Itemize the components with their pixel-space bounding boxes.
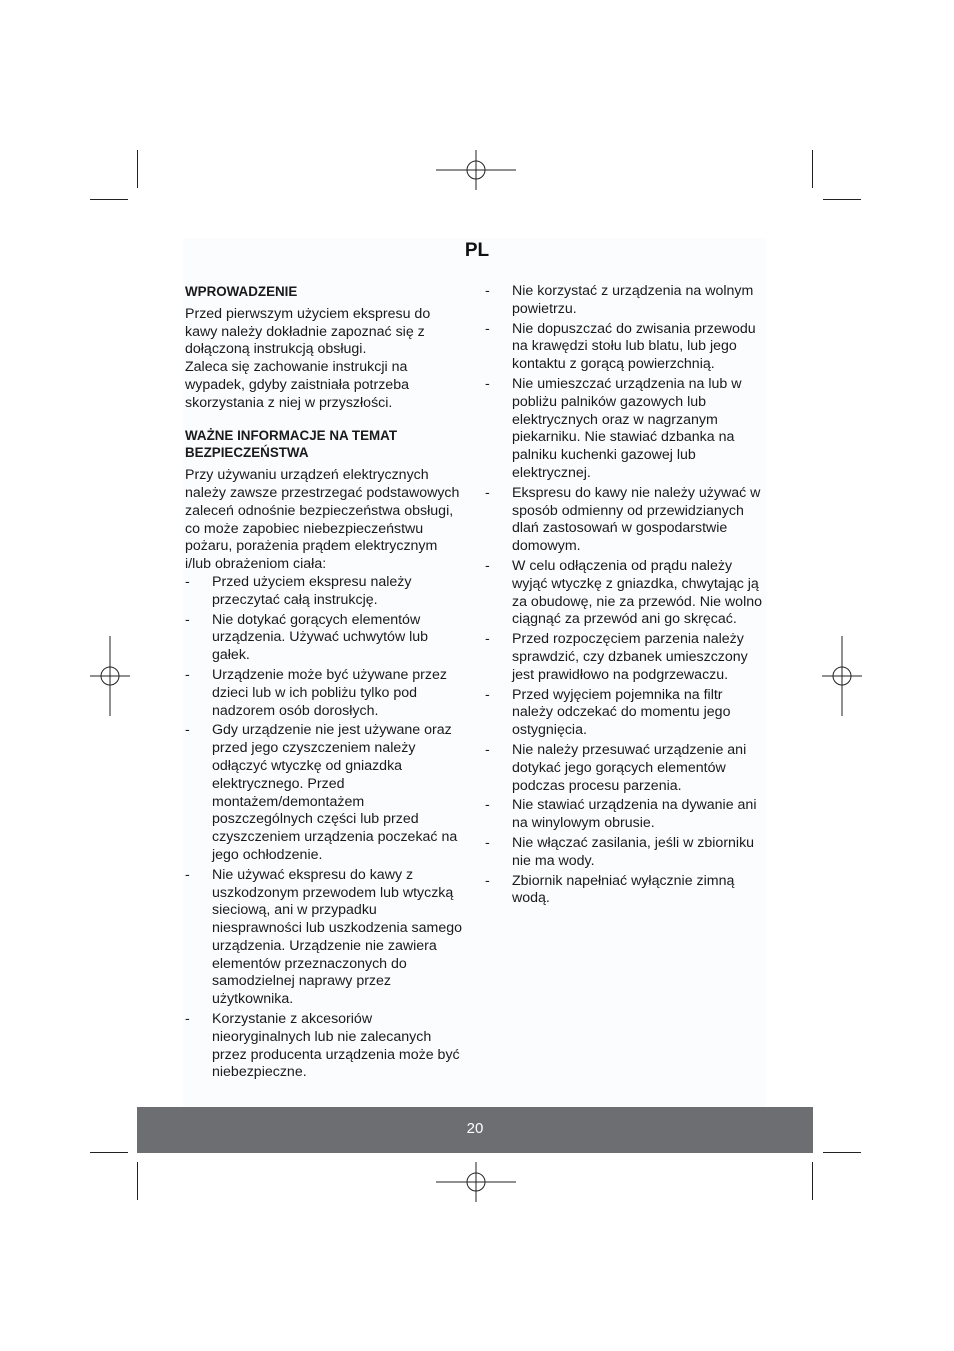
- text-line: przez producenta urządzenia może być: [212, 1046, 460, 1063]
- text-line: skorzystania z niej w przyszłości.: [185, 394, 393, 411]
- text-line: Urządzenie może być używane przez: [212, 666, 447, 683]
- list-item: [485, 687, 770, 740]
- text-line: Przed wyjęciem pojemnika na filtr: [512, 686, 723, 703]
- list-item: [485, 835, 770, 871]
- text-line: pożaru, porażenia prądem elektrycznym: [185, 538, 438, 555]
- text-line: ciągnąć za przewód ani go skręcać.: [512, 611, 737, 628]
- text-line: piekarniku. Nie stawiać dzbanka na: [512, 429, 735, 446]
- list-item: [485, 742, 770, 795]
- text-line: WAŻNE INFORMACJE NA TEMAT: [185, 427, 398, 443]
- text-line: czyszczeniem urządzenia poczekać na: [212, 829, 458, 846]
- list-item: [485, 485, 770, 556]
- text-line: Nie dotykać gorących elementów: [212, 611, 421, 628]
- text-line: należy zawsze przestrzegać podstawowych: [185, 484, 460, 501]
- bullet-dash: -: [185, 1011, 190, 1028]
- text-line: odłączyć wtyczkę od gniazdka: [212, 757, 403, 774]
- bullet-dash: -: [485, 797, 490, 814]
- bullet-dash: -: [185, 866, 190, 883]
- crop-mark: [90, 199, 128, 200]
- bullet-dash: -: [485, 686, 490, 703]
- bullet-dash: -: [485, 631, 490, 648]
- language-label: PL: [464, 240, 490, 261]
- text-line: wyjąć wtyczkę z gniazdka, chwytając ją: [512, 575, 759, 592]
- text-line: palniku kuchenki gazowej lub: [512, 447, 696, 464]
- safety-intro-paragraph: [185, 467, 470, 574]
- page-number: 20: [466, 1120, 484, 1137]
- text-line: wypadek, gdyby zaistniała potrzeba: [185, 376, 409, 393]
- text-line: nadzorem osób dorosłych.: [212, 702, 379, 719]
- text-line: elektrycznej.: [512, 464, 591, 481]
- text-line: sprawdzić, czy dzbanek umieszczony: [512, 648, 748, 665]
- text-line: użytkownika.: [212, 991, 294, 1008]
- list-item: [185, 867, 470, 1009]
- text-line: zaleceń odnośnie bezpieczeństwa obsługi,: [185, 502, 454, 519]
- text-line: przed jego czyszczeniem należy: [212, 740, 416, 757]
- text-line: jest prawidłowo na podgrzewaczu.: [512, 666, 729, 683]
- list-item: [485, 321, 770, 374]
- list-item: [485, 283, 770, 319]
- bullet-dash: -: [485, 320, 490, 337]
- section-heading-introduction: WPROWADZENIE: [185, 284, 298, 299]
- text-line: ostygnięcia.: [512, 722, 587, 739]
- text-line: przeczytać całą instrukcję.: [212, 591, 378, 608]
- bullet-dash: -: [185, 611, 190, 628]
- text-line: i/lub obrażeniom ciała:: [185, 556, 327, 573]
- text-line: Ekspresu do kawy nie należy używać w: [512, 484, 761, 501]
- text-line: nie ma wody.: [512, 852, 595, 869]
- text-line: elementów przeznaczonych do: [212, 955, 407, 972]
- text-line: na winylowym obrusie.: [512, 815, 655, 832]
- registration-mark-icon: [436, 150, 516, 190]
- text-line: Nie używać ekspresu do kawy z: [212, 866, 414, 883]
- crop-mark: [823, 199, 861, 200]
- text-line: Przed pierwszym użyciem ekspresu do: [185, 305, 431, 322]
- text-line: Nie umieszczać urządzenia na lub w: [512, 375, 742, 392]
- text-line: Gdy urządzenie nie jest używane oraz: [212, 722, 452, 739]
- bullet-dash: -: [185, 666, 190, 683]
- list-item: [485, 376, 770, 483]
- text-line: elektrycznego. Przed: [212, 775, 345, 792]
- safety-list-left: [185, 574, 470, 1082]
- crop-mark: [137, 150, 138, 188]
- safety-list-right: [485, 283, 770, 908]
- text-line: Zaleca się zachowanie instrukcji na: [185, 359, 408, 376]
- text-line: Nie stawiać urządzenia na dywanie ani: [512, 797, 757, 814]
- text-line: samodzielnej naprawy przez: [212, 973, 392, 990]
- text-line: Przy używaniu urządzeń elektrycznych: [185, 467, 429, 484]
- section-heading-safety: [185, 427, 470, 463]
- text-line: niesprawności lub uszkodzenia samego: [212, 920, 462, 937]
- text-line: sieciową, ani w przypadku: [212, 902, 377, 919]
- list-item: [185, 612, 470, 665]
- list-item: [485, 631, 770, 684]
- text-line: Nie należy przesuwać urządzenie ani: [512, 741, 747, 758]
- bullet-dash: -: [485, 375, 490, 392]
- text-line: kontaktu z gorącą powierzchnią.: [512, 356, 715, 373]
- text-line: montażem/demontażem: [212, 793, 365, 810]
- list-item: [185, 722, 470, 864]
- text-line: dołączoną instrukcją obsługi.: [185, 341, 367, 358]
- text-line: dotykać jego gorących elementów: [512, 759, 726, 776]
- bullet-dash: -: [485, 834, 490, 851]
- text-line: sposób odmienny od przewidzianych: [512, 502, 744, 519]
- crop-mark: [812, 150, 813, 188]
- list-item: [485, 558, 770, 629]
- text-line: na krawędzi stołu lub blatu, lub jego: [512, 338, 737, 355]
- text-line: domowym.: [512, 538, 581, 555]
- text-line: powietrzu.: [512, 300, 577, 317]
- text-line: Nie dopuszczać do zwisania przewodu: [512, 320, 756, 337]
- registration-mark-icon: [436, 1162, 516, 1202]
- text-line: Korzystanie z akcesoriów: [212, 1011, 373, 1028]
- text-line: poszczególnych części lub przed: [212, 811, 419, 828]
- bullet-dash: -: [185, 573, 190, 590]
- crop-mark: [812, 1162, 813, 1200]
- text-line: W celu odłączenia od prądu należy: [512, 557, 733, 574]
- crop-mark: [90, 1152, 128, 1153]
- text-line: urządzenia. Urządzenie nie zawiera: [212, 937, 437, 954]
- bullet-dash: -: [485, 484, 490, 501]
- list-item: [185, 667, 470, 720]
- text-line: BEZPIECZEŃSTWA: [185, 445, 309, 461]
- left-column: [185, 283, 470, 1084]
- text-line: podczas procesu parzenia.: [512, 777, 682, 794]
- bullet-dash: -: [185, 722, 190, 739]
- text-line: nieoryginalnych lub nie zalecanych: [212, 1028, 432, 1045]
- list-item: [485, 873, 770, 909]
- text-line: urządzenia. Używać uchwytów lub: [212, 629, 429, 646]
- text-line: dlań zastosowań w gospodarstwie: [512, 520, 728, 537]
- bullet-dash: -: [485, 741, 490, 758]
- text-line: elektrycznych oraz w nagrzanym: [512, 411, 718, 428]
- text-line: należy odczekać do momentu jego: [512, 704, 731, 721]
- text-line: Nie włączać zasilania, jeśli w zbiorniku: [512, 834, 755, 851]
- list-item: [485, 797, 770, 833]
- text-line: dzieci lub w ich pobliżu tylko pod: [212, 684, 418, 701]
- registration-mark-icon: [90, 636, 130, 716]
- registration-mark-icon: [822, 636, 862, 716]
- text-line: wodą.: [512, 890, 550, 907]
- bullet-dash: -: [485, 283, 490, 299]
- text-line: niebezpieczne.: [212, 1064, 307, 1081]
- text-line: Przed użyciem ekspresu należy: [212, 573, 412, 590]
- text-line: gałek.: [212, 647, 250, 664]
- crop-mark: [823, 1152, 861, 1153]
- footer-bar: [137, 1107, 813, 1153]
- text-line: jego ochłodzenie.: [212, 846, 323, 863]
- bullet-dash: -: [485, 872, 490, 889]
- text-line: kawy należy dokładnie zapoznać się z: [185, 323, 425, 340]
- text-line: Zbiornik napełniać wyłącznie zimną: [512, 872, 735, 889]
- text-line: uszkodzonym przewodem lub wtyczką: [212, 884, 454, 901]
- right-column: [485, 283, 770, 910]
- text-line: Nie korzystać z urządzenia na wolnym: [512, 283, 754, 299]
- bullet-dash: -: [485, 557, 490, 574]
- crop-mark: [137, 1162, 138, 1200]
- list-item: [185, 574, 470, 610]
- text-line: pobliżu palników gazowych lub: [512, 393, 707, 410]
- text-line: za obudowę, nie za przewód. Nie wolno: [512, 593, 763, 610]
- text-line: Przed rozpoczęciem parzenia należy: [512, 631, 744, 648]
- intro-paragraph: [185, 306, 470, 413]
- list-item: [185, 1011, 470, 1082]
- text-line: co może zapobiec niebezpieczeństwu: [185, 520, 424, 537]
